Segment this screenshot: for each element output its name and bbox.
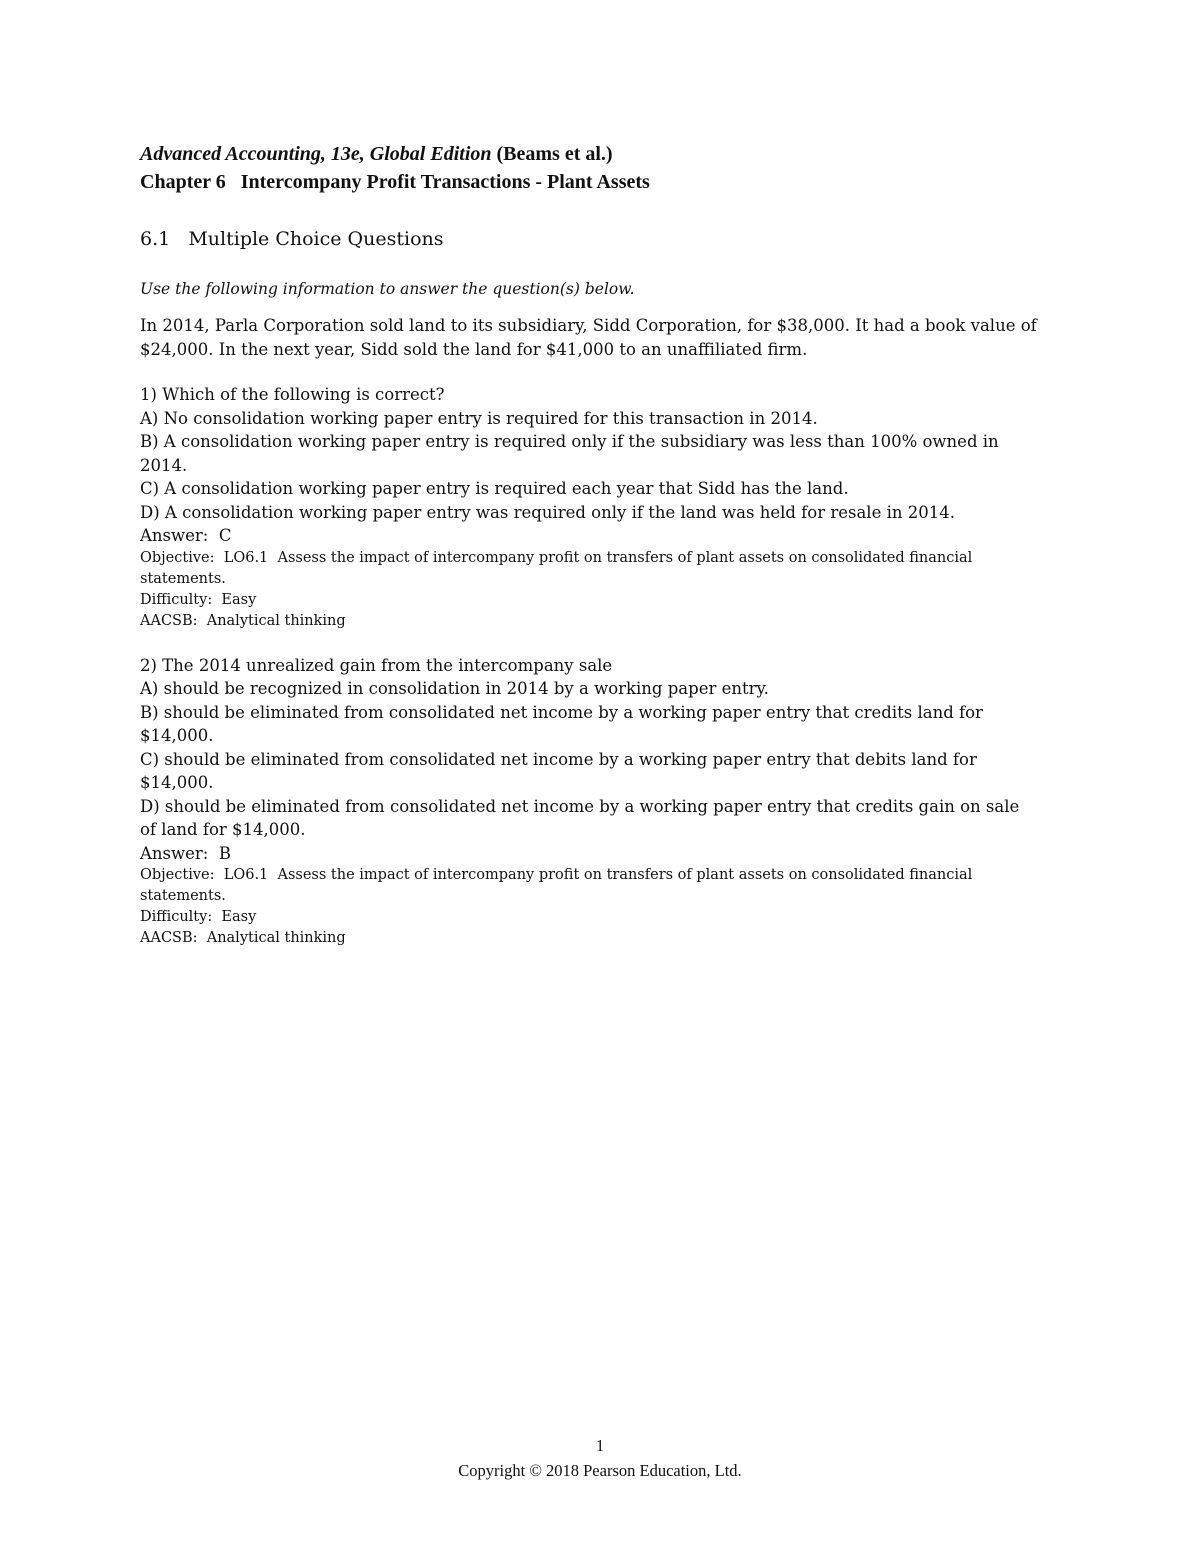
choice-c: C) A consolidation working paper entry is required each year that Sidd has the land. — [140, 479, 849, 498]
choice-b-continued: $14,000. — [140, 726, 214, 745]
answer-line: Answer: B — [140, 843, 231, 863]
scenario-paragraph — [140, 314, 1070, 361]
book-authors: (Beams et al.) — [496, 143, 613, 165]
objective-line-continued: statements. — [140, 888, 226, 904]
aacsb-line: AACSB: Analytical thinking — [140, 930, 346, 946]
choice-b: B) A consolidation working paper entry is required only if the subsidiary was less than 100% owned in — [140, 432, 999, 451]
difficulty-line: Difficulty: Easy — [140, 909, 257, 925]
choice-d-continued: of land for $14,000. — [140, 820, 306, 839]
choice-c: C) should be eliminated from consolidated net income by a working paper entry that debits land for — [140, 749, 977, 769]
objective-line: Objective: LO6.1 Assess the impact of intercompany profit on transfers of plant assets on consolidated financial — [140, 549, 973, 566]
question-1 — [140, 383, 1070, 632]
objective-line: Objective: LO6.1 Assess the impact of intercompany profit on transfers of plant assets on consolidated financial — [140, 867, 973, 883]
page-number: 1 — [595, 1436, 605, 1455]
question-2 — [140, 654, 1070, 950]
copyright-notice: Copyright © 2018 Pearson Education, Ltd. — [458, 1461, 742, 1480]
choice-c-continued: $14,000. — [140, 773, 214, 792]
instruction-text: Use the following information to answer the question(s) below. — [140, 280, 635, 298]
choice-b-continued: 2014. — [140, 455, 188, 475]
book-title: Advanced Accounting, 13e, Global Edition — [140, 143, 492, 165]
answer-line: Answer: C — [140, 526, 232, 545]
choice-b: B) should be eliminated from consolidated net income by a working paper entry that credits land for — [140, 702, 983, 722]
scenario-line: In 2014, Parla Corporation sold land to its subsidiary, Sidd Corporation, for $38,000. It had a book value of — [140, 316, 1037, 335]
book-title-line — [140, 140, 1070, 168]
choice-d: D) A consolidation working paper entry was required only if the land was held for resale in 2014. — [140, 502, 955, 522]
aacsb-line: AACSB: Analytical thinking — [140, 612, 346, 629]
difficulty-line: Difficulty: Easy — [140, 591, 257, 608]
objective-line-continued: statements. — [140, 570, 226, 587]
chapter-title: Chapter 6 Intercompany Profit Transactions - Plant Assets — [140, 171, 650, 193]
scenario-line: $24,000. In the next year, Sidd sold the land for $41,000 to an unaffiliated firm. — [140, 339, 808, 359]
choice-d: D) should be eliminated from consolidated net income by a working paper entry that credits gain on sale — [140, 796, 1020, 816]
page-content — [140, 140, 1070, 949]
section-title: 6.1 Multiple Choice Questions — [140, 228, 444, 250]
choice-a: A) No consolidation working paper entry is required for this transaction in 2014. — [140, 408, 818, 428]
choice-a: A) should be recognized in consolidation in 2014 by a working paper entry. — [140, 679, 769, 698]
question-stem: 2) The 2014 unrealized gain from the intercompany sale — [140, 655, 613, 675]
question-stem: 1) Which of the following is correct? — [140, 385, 445, 404]
